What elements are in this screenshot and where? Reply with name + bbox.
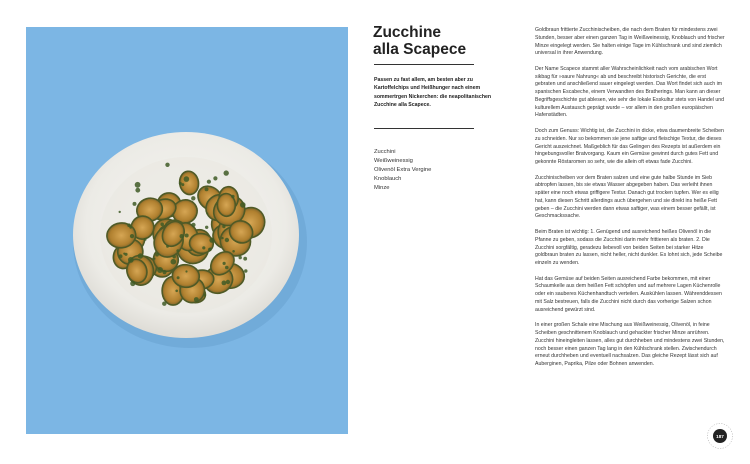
herb-fleck — [191, 196, 195, 200]
ingredient-item: Zucchini — [374, 149, 396, 155]
zucchini-photo — [26, 27, 348, 434]
herb-fleck — [180, 234, 184, 238]
herb-fleck — [221, 237, 223, 239]
herb-fleck — [207, 180, 211, 184]
herb-fleck — [205, 187, 209, 191]
ingredient-list — [374, 148, 504, 193]
herb-fleck — [119, 254, 123, 258]
ingredient-item: Knoblauch — [374, 175, 402, 182]
body-paragraph: Der Name Scapece stammt aller Wahrscheinlichkeit nach vom arabischen Wort sikbag für »saure Nahrung« ab und beschreibt historisch Gerichte, die erst gebraten und anschließend sauer eingelegt werden. Das Wort findet sich auch im spanischen Escabeche, einem Verwandten des Bratherings. Man kann an dieser Begriffsgeschichte gut ablesen, wie sehr die lokale Esskultur stets von Handel und kulturellem Austausch geprägt wurde – vor allem in den großen europäischen Hafenstädten. — [535, 65, 725, 119]
herb-fleck — [124, 253, 127, 256]
herb-fleck — [130, 281, 135, 286]
recipe-body — [535, 27, 727, 377]
herb-fleck — [130, 234, 134, 238]
intro-divider — [374, 128, 474, 129]
herb-fleck — [160, 223, 164, 227]
ingredient-item: Weißweinessig — [374, 157, 413, 164]
herb-fleck — [239, 256, 242, 259]
body-paragraph: Zucchinischeiben vor dem Braten salzen und eine gute halbe Stunde im Sieb abtropfen lassen, bis sie etwas Wasser abgegeben haben. Das verleiht ihnen später eine noch etwas griffigere Textur. Danach gut trocken tupfen. Wer es eilig hat, kann diesen Schritt allerdings auch übergehen und sie direkt ins heiße Fett geben – die Zucchini werden dann etwas saftiger, was einem besser gefällt, ist Geschmackssache. — [535, 174, 719, 220]
herb-fleck — [162, 270, 166, 274]
herb-fleck — [129, 226, 132, 229]
body-paragraph: In einer großen Schale eine Mischung aus Weißweinessig, Olivenöl, in feine Scheiben geschnittenem Knoblauch und gehackter frischer Minze anrühren. Zucchini hineingleiten lassen, alles gut durchheben und mindestens zwei Stunden, noch besser einen ganzen Tag lang in den Kühlschrank stellen. Zwischendurch erneut durchheben und eventuell nachsalzen. Das gleiche Rezept lässt sich auf Auberginen, Paprika, Pilze oder Bohnen anwenden. — [535, 322, 725, 368]
body-paragraph: Hat das Gemüse auf beiden Seiten ausreichend Farbe bekommen, mit einer Schaumkelle aus dem heißen Fett schöpfen und auf mehrere Lagen Küchenrolle oder ein sauberes Küchenhandtuch verteilen. Auskühlen lassen. Währenddessen mit Salz bestreuen, falls die Zucchini nicht durch das vorherige Salzen schon ausreichend gewürzt sind. — [535, 275, 722, 313]
herb-fleck — [213, 176, 217, 180]
herb-fleck — [222, 225, 225, 228]
title-line-2: alla Scapece — [373, 41, 467, 58]
herb-fleck — [244, 269, 247, 272]
herb-fleck — [240, 202, 246, 208]
herb-fleck — [184, 176, 190, 182]
herb-fleck — [226, 280, 230, 284]
herb-fleck — [135, 182, 141, 188]
herb-fleck — [128, 257, 134, 263]
herb-fleck — [133, 202, 137, 206]
herb-fleck — [175, 290, 178, 293]
herb-fleck — [171, 259, 177, 265]
herb-fleck — [157, 267, 163, 273]
herb-fleck — [225, 238, 229, 242]
herb-fleck — [166, 245, 169, 248]
herb-fleck — [135, 188, 140, 193]
herb-fleck — [243, 257, 247, 261]
herb-fleck — [144, 238, 147, 241]
herb-fleck — [205, 226, 208, 229]
herb-fleck — [232, 250, 235, 253]
herb-fleck — [206, 213, 208, 215]
herb-fleck — [231, 195, 234, 198]
plate-illustration — [26, 27, 348, 434]
recipe-intro: Passen zu fast allem, am besten aber zu Kartoffelchips und Heißhunger nach einem sommertrgen Nickerchen: die neapolitanischen Zucchine alla Scapece. — [374, 77, 492, 108]
body-paragraph: Beim Braten ist wichtig: 1. Genügend und ausreichend heißes Olivenöl in die Pfanne zu geben, sodass die Zucchini darin mehr frittieren als braten. 2. Die Zucchini sorgfältig, geradezu liebevoll von beiden Seiten bei starker Hitze goldbraun braten zu lassen, nicht heller, nicht dunkler. Es lohnt sich, jede Scheibe einzeln zu wenden. — [535, 229, 723, 267]
page-number: 187 — [713, 429, 727, 443]
herb-fleck — [173, 255, 176, 258]
herb-fleck — [177, 276, 180, 279]
herb-fleck — [138, 253, 143, 258]
herb-fleck — [185, 234, 189, 238]
herb-fleck — [225, 266, 229, 270]
herb-fleck — [194, 297, 199, 302]
herb-fleck — [224, 170, 229, 175]
herb-fleck — [209, 238, 214, 243]
ingredient-item: Olivenöl Extra Vergine — [374, 166, 432, 173]
body-paragraph: Doch zum Genuss: Wichtig ist, die Zucchini in dicke, etwa daumenbreite Scheiben zu schneiden. Nur so bekommen sie jene saftige und fleischige Textur, die dieses Gericht auszeichnet. Maßgeblich für das Gelingen des Rezepts ist außerdem ein hingebungsvoller Bratvorgang. Kaum ein Gemüse gewinnt durch gutes Fett und gekonnte Röstaromen so sehr, wie die allein oft etwas fade Zucchini. — [535, 128, 724, 166]
herb-fleck — [176, 249, 179, 252]
herb-fleck — [154, 258, 156, 260]
herb-fleck — [191, 223, 195, 227]
herb-fleck — [223, 262, 226, 265]
ingredient-item: Minze — [374, 184, 390, 191]
herb-fleck — [209, 248, 212, 251]
title-line-1: Zucchine — [373, 24, 442, 41]
herb-fleck — [119, 211, 121, 213]
herb-fleck — [165, 163, 169, 167]
title-divider — [374, 64, 474, 65]
herb-fleck — [155, 253, 159, 257]
herb-fleck — [181, 183, 184, 186]
herb-fleck — [185, 270, 187, 272]
herb-fleck — [202, 246, 205, 249]
herb-fleck — [162, 302, 166, 306]
herb-fleck — [204, 294, 206, 296]
recipe-title — [373, 24, 466, 58]
body-paragraph: Goldbraun frittierte Zucchinischeiben, die nach dem Braten für mindestens zwei Stunden, besser aber einen ganzen Tag in Weißweinessig, Knoblauch und frischer Minze eingelegt werden. Sie halten einige Tage im Kühlschrank und sind ziemlich universal in ihrer Anwendung. — [535, 27, 725, 57]
herb-fleck — [222, 281, 227, 286]
